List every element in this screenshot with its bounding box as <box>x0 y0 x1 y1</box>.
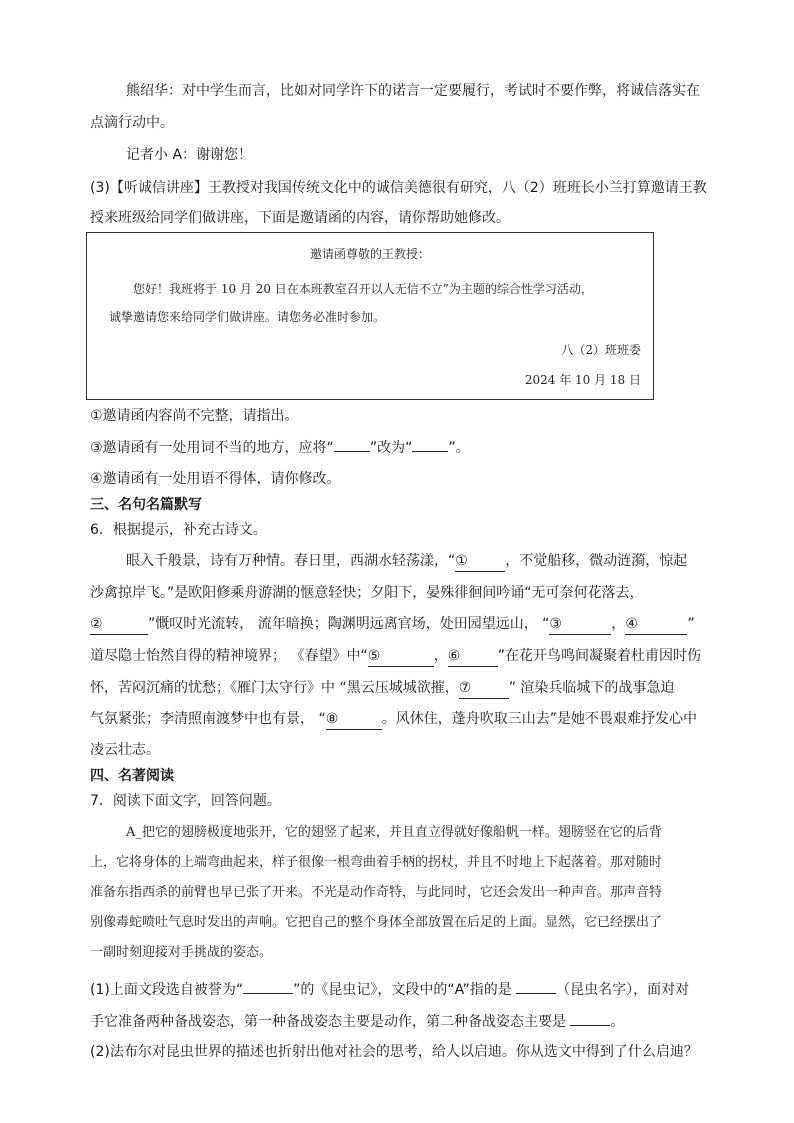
answer-blank[interactable] <box>334 437 370 452</box>
poem-paragraph-line2: 沙禽掠岸飞。”是欧阳修乘舟游湖的惬意轻快；夕阳下，晏殊徘徊间吟诵“无可奈何花落去， <box>90 585 644 601</box>
answer-blank[interactable] <box>516 979 556 994</box>
invitation-signature: 八（2）班班委 <box>561 343 641 357</box>
invitation-box <box>86 232 654 400</box>
sub-question-2-text-c: ”。 <box>448 440 470 456</box>
question-3-line1: (3)【听诚信讲座】王教授对我国传统文化中的诚信美德很有研究，八（2）班班长小兰打算邀请王教 <box>90 180 707 196</box>
interview-reporter: 记者小 A：谢谢您！ <box>126 147 253 163</box>
answer-blank[interactable] <box>570 1011 610 1026</box>
reading-text-line2: 上，它将身体的上端弯曲起来，样子很像一根弯曲着手柄的拐杖，并且不时地上下起落着。那对随时 <box>90 855 663 870</box>
poem-paragraph-line1 <box>126 551 746 572</box>
sub-question-2-text-b: ”改为“ <box>369 440 413 456</box>
poem-text: 眼入千般景，诗有万种情。春日里，西湖水轻荡漾，“ <box>126 553 456 569</box>
question-7-1-line2 <box>90 1011 710 1032</box>
question-text: (1)上面文段选自被誉为“ <box>90 982 244 998</box>
poem-text: ， <box>611 616 626 632</box>
sub-question-2-text-a: ③邀请函有一处用词不当的地方，应将“ <box>90 440 334 456</box>
sub-question-3: ④邀请函有一处用语不得体，请你修改。 <box>90 471 341 487</box>
question-7-1-line1 <box>90 979 710 1000</box>
question-text: 手它准备两种备战姿态，第一种备战姿态主要是动作，第二种备战姿态主要是 <box>90 1014 571 1030</box>
answer-blank-7[interactable] <box>459 678 509 699</box>
poem-text: ”慨叹时光流转， 流年暗换；陶渊明远离官场，处田园望远山， “ <box>148 616 550 632</box>
interview-xiong-line2: 点滴行动中。 <box>90 115 174 131</box>
blank-number: ③ <box>549 616 562 632</box>
blank-number: ⑥ <box>447 648 461 664</box>
answer-blank-4[interactable] <box>625 614 687 635</box>
poem-paragraph-line4 <box>90 646 710 667</box>
poem-text: 气氛紧张；李清照南渡梦中也有景， “ <box>90 711 326 727</box>
interview-xiong-line1: 熊绍华：对中学生而言，比如对同学许下的诺言一定要履行，考试时不要作弊，将诚信落实在 <box>126 83 700 99</box>
blank-number: ⑤ <box>367 648 381 664</box>
reading-text-line5: 一副时刻迎接对手挑战的姿态。 <box>90 945 273 960</box>
poem-text: 怀，苦闷沉痛的忧愁；《雁门太守行》中 “黑云压城城欲摧， <box>90 680 459 696</box>
poem-text: ” <box>687 616 695 632</box>
answer-blank-2[interactable] <box>90 614 148 635</box>
section-4-heading: 四、名著阅读 <box>90 768 174 784</box>
answer-blank-8[interactable] <box>326 709 382 730</box>
blank-number: ⑧ <box>325 711 339 727</box>
blank-number: ⑦ <box>458 680 472 696</box>
reading-text-line4: 别像毒蛇喷吐气息时发出的声响。它把自己的整个身体全部放置在后足的上面。显然，它已经摆出了 <box>90 915 663 930</box>
invitation-body-line2: 诚挚邀请您来给同学们做讲座。请您务必准时参加。 <box>109 310 386 324</box>
question-3-line2: 授来班级给同学们做讲座，下面是邀请函的内容，请你帮助她修改。 <box>90 210 510 226</box>
reading-text-line1: A_把它的翅膀极度地张开，它的翅竖了起来，并且直立得就好像船帆一样。翅膀竖在它的后背 <box>126 825 662 840</box>
poem-text: ”在花开鸟鸣间凝聚着杜甫因时伤 <box>497 648 701 664</box>
poem-text: ，不觉船移，微动涟漪，惊起 <box>505 553 688 569</box>
section-3-heading: 三、名句名篇默写 <box>90 497 202 513</box>
answer-blank[interactable] <box>412 437 448 452</box>
question-text: ”的《昆虫记》，文段中的“A”指的是 <box>293 982 517 998</box>
answer-blank-6[interactable] <box>448 646 498 667</box>
poem-text: 道尽隐士怡然自得的精神境界； 《春望》中“ <box>90 648 368 664</box>
question-6: 6．根据提示，补充古诗文。 <box>90 522 267 538</box>
blank-number: ② <box>90 616 103 632</box>
poem-paragraph-line6 <box>90 709 710 730</box>
poem-text: ， <box>433 648 448 664</box>
poem-paragraph-line3 <box>90 614 710 635</box>
poem-paragraph-line7: 凌云壮志。 <box>90 742 160 758</box>
answer-blank-1[interactable] <box>455 551 505 572</box>
poem-text: ” 渲染兵临城下的战事急迫 <box>508 680 675 696</box>
sub-question-2 <box>90 437 710 458</box>
blank-number: ④ <box>625 616 638 632</box>
invitation-title: 邀请函尊敬的王教授： <box>309 247 430 261</box>
question-text: （昆虫名字），面对对 <box>556 982 690 998</box>
answer-blank[interactable] <box>243 979 293 994</box>
question-7: 7．阅读下面文字，回答问题。 <box>90 793 281 809</box>
reading-text-line3: 准备东指西杀的前臂也早已张了开来。不光是动作奇特，与此同时，它还会发出一种声音。那声音特 <box>90 885 663 900</box>
blank-number: ① <box>455 553 468 569</box>
poem-text: 。风休住，蓬舟吹取三山去”是她不畏艰难抒发心中 <box>381 711 697 727</box>
poem-paragraph-line5 <box>90 678 710 699</box>
invitation-date: 2024 年 10 月 18 日 <box>524 373 641 387</box>
invitation-body-line1: 您好！我班将于 10 月 20 日在本班教室召开以人无信不立”为主题的综合性学习活动， <box>133 282 593 296</box>
question-text: 。 <box>610 1014 625 1030</box>
answer-blank-3[interactable] <box>549 614 611 635</box>
sub-question-1: ①邀请函内容尚不完整，请指出。 <box>90 408 299 424</box>
answer-blank-5[interactable] <box>368 646 434 667</box>
question-7-2: (2)法布尔对昆虫世界的描述也折射出他对社会的思考，给人以启迪。你从选文中得到了什么启迪？ <box>90 1044 698 1060</box>
